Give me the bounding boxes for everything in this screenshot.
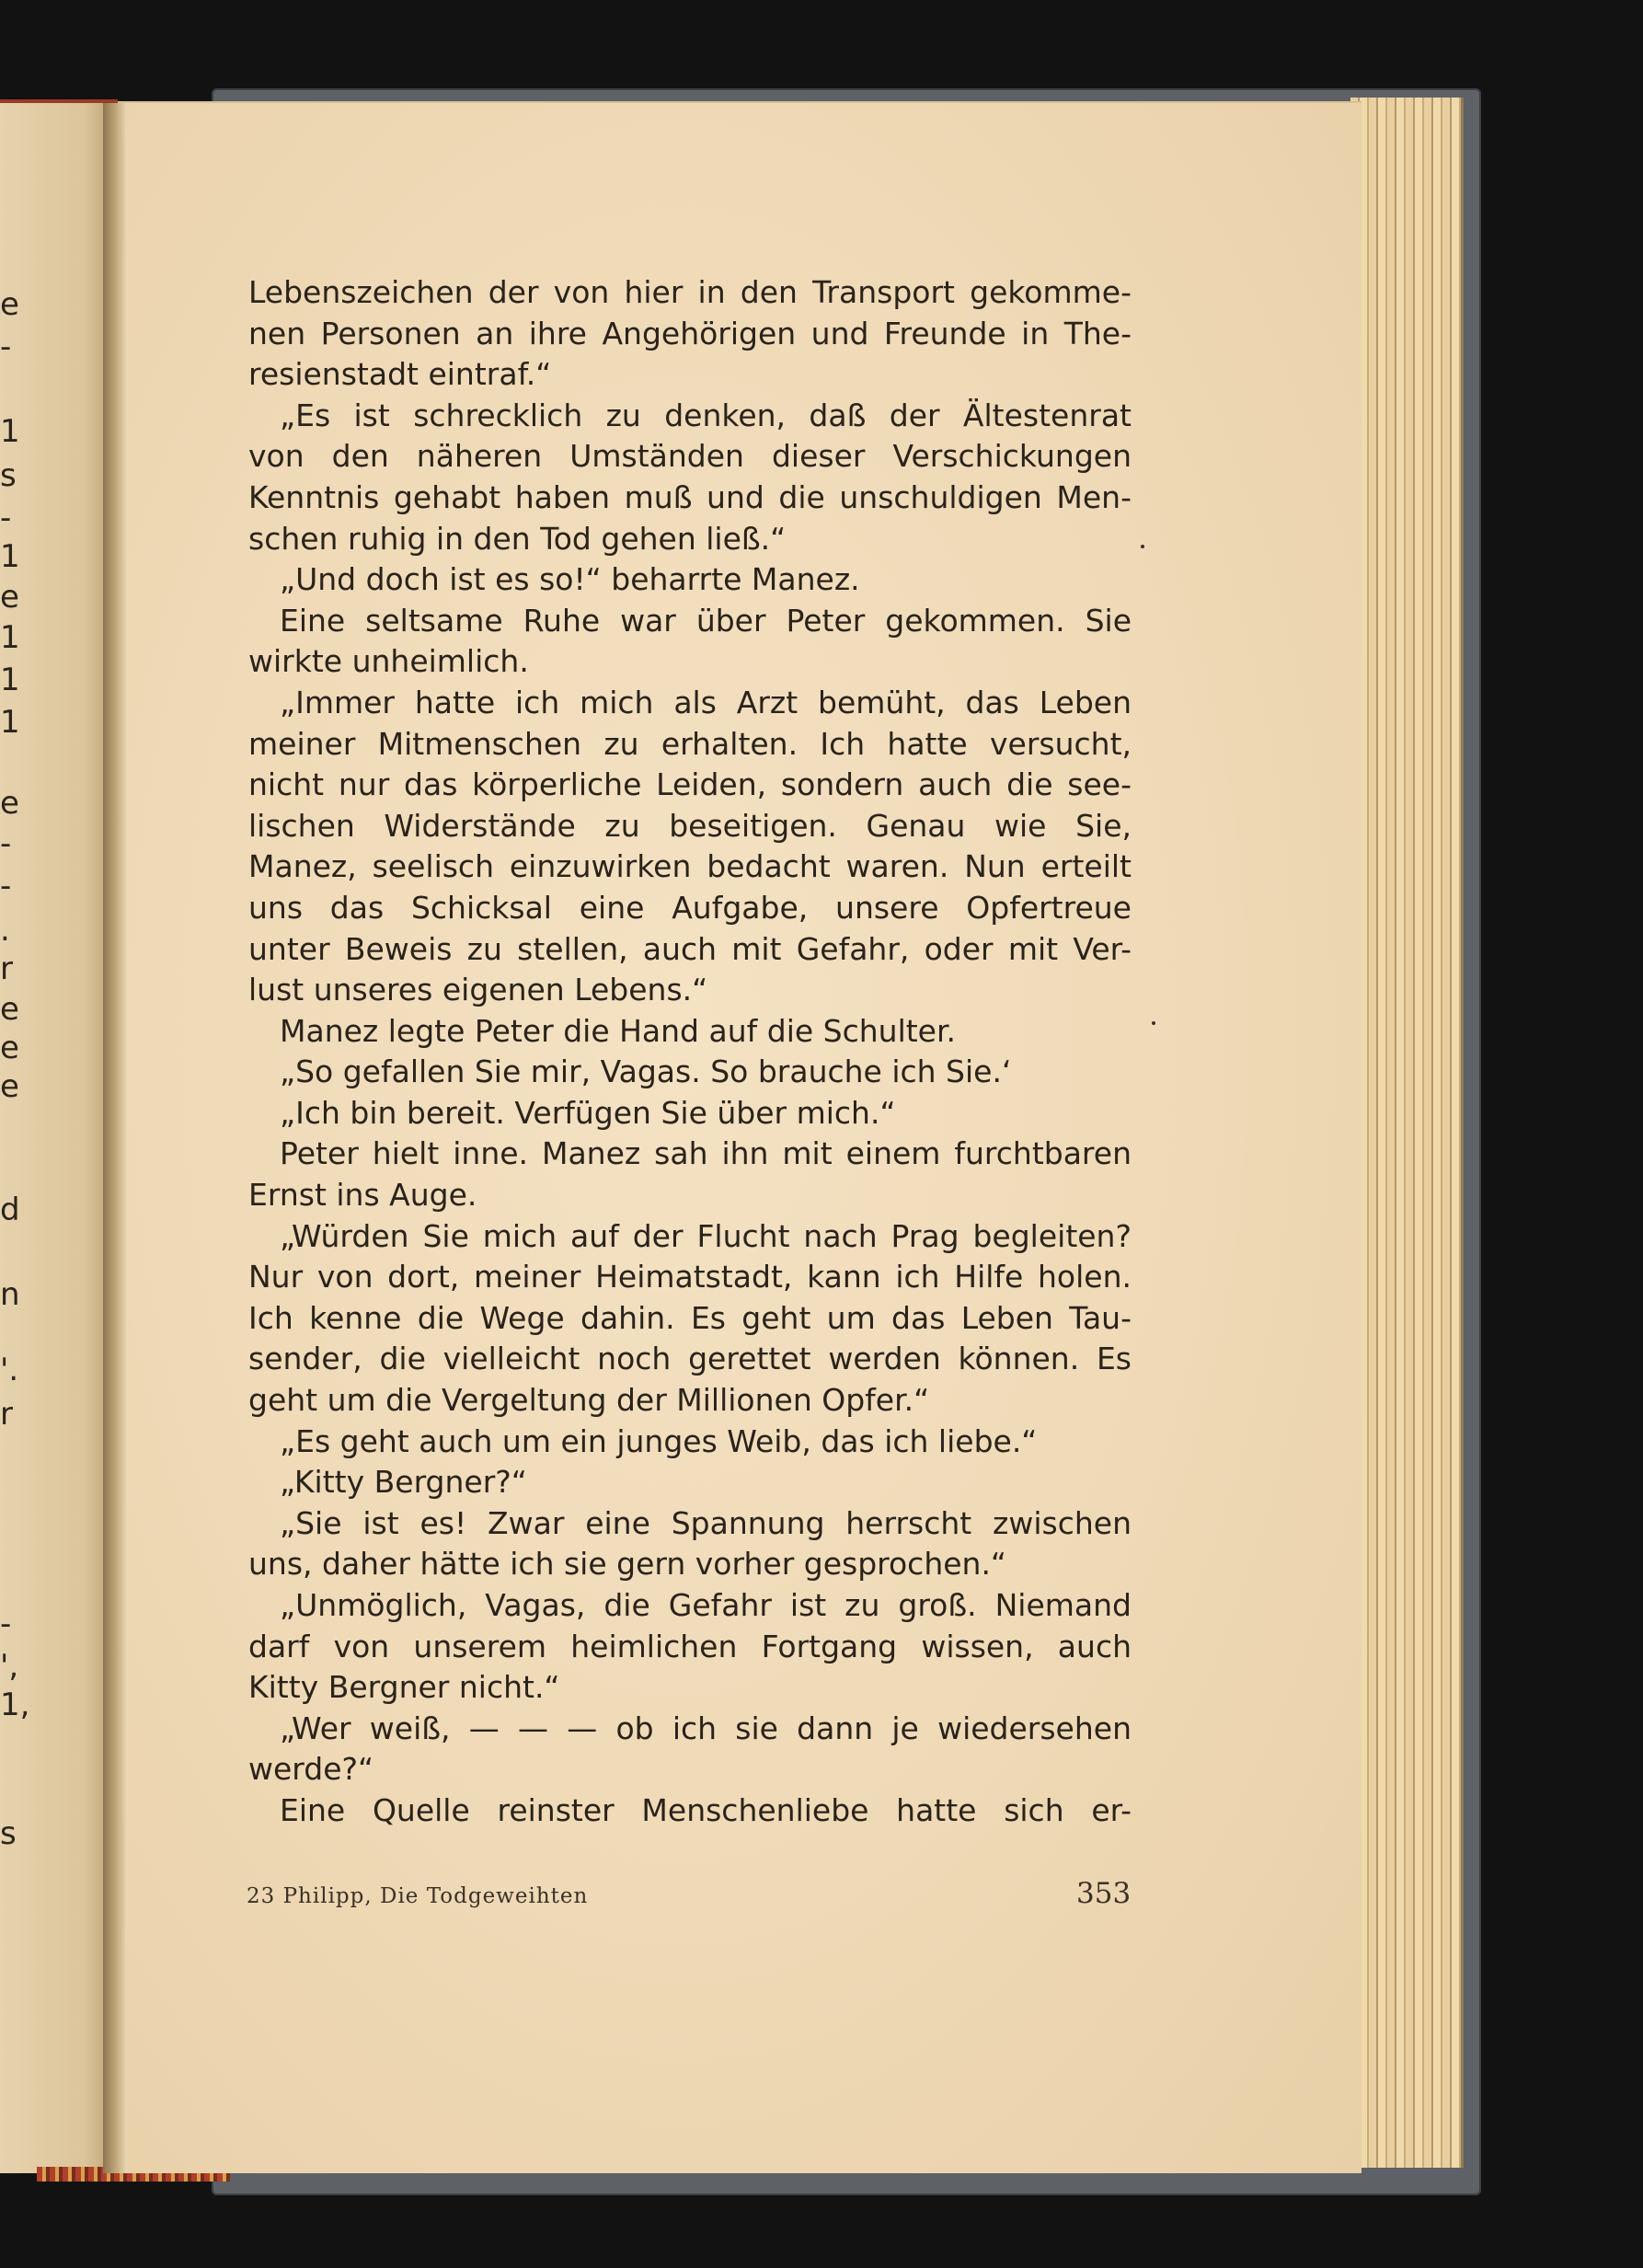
left-page-fragment: 1	[0, 619, 20, 656]
text-line: meiner Mitmenschen zu erhalten. Ich hatte versucht,	[248, 725, 1132, 762]
text-line: lischen Widerstände zu beseitigen. Genau wie Sie,	[248, 807, 1132, 844]
text-line: Lebenszeichen der von hier in den Transport gekomme-	[248, 274, 1132, 310]
text-line: wirkte unheimlich.	[248, 643, 529, 680]
text-line: Ernst ins Auge.	[248, 1177, 477, 1214]
left-page-fragment: e	[0, 579, 19, 616]
text-line: Manez, seelisch einzuwirken bedacht waren. Nun erteilt	[248, 848, 1132, 885]
left-page-fragment: s	[0, 1815, 17, 1852]
text-line: von den näheren Umständen dieser Verschickungen	[248, 438, 1132, 475]
text-line: „So gefallen Sie mir, Vagas. So brauche ich Sie.‘	[280, 1053, 1012, 1090]
page-block-edge	[1350, 98, 1464, 2168]
text-line: Ich kenne die Wege dahin. Es geht um das Leben Tau-	[248, 1299, 1132, 1336]
text-line: „Es geht auch um ein junges Weib, das ich liebe.“	[280, 1422, 1038, 1459]
left-page-fragment: '.	[0, 1352, 19, 1388]
left-page-fragment: 1,	[0, 1687, 30, 1723]
left-page-fragment: r	[0, 950, 13, 987]
text-line: Kenntnis gehabt haben muß und die unschuldigen Men-	[248, 478, 1132, 515]
text-line: uns, daher hätte ich sie gern vorher gesprochen.“	[248, 1546, 1007, 1583]
left-page-fragment: -	[0, 868, 12, 904]
text-line: „Kitty Bergner?“	[280, 1464, 527, 1501]
text-line: darf von unserem heimlichen Fortgang wissen, auch	[248, 1628, 1132, 1664]
text-line: werde?“	[248, 1751, 374, 1788]
text-line: Eine seltsame Ruhe war über Peter gekommen. Sie	[280, 602, 1132, 639]
text-line: „Würden Sie mich auf der Flucht nach Prag begleiten?	[280, 1217, 1132, 1254]
text-line: „Ich bin bereit. Verfügen Sie über mich.“	[280, 1094, 896, 1131]
text-line: lust unseres eigenen Lebens.“	[248, 972, 708, 1008]
left-page-fragment: s	[0, 457, 17, 494]
text-line: nen Personen an ihre Angehörigen und Freunde in The-	[248, 315, 1132, 351]
left-page-fragment: 1	[0, 704, 20, 741]
text-line: Peter hielt inne. Manez sah ihn mit einem furchtbaren	[280, 1135, 1132, 1172]
text-line: unter Beweis zu stellen, auch mit Gefahr, oder mit Ver-	[248, 930, 1132, 967]
left-page-fragment: e	[0, 286, 19, 323]
text-line: Kitty Bergner nicht.“	[248, 1669, 560, 1706]
text-line: Eine Quelle reinster Menschenliebe hatte sich er-	[280, 1791, 1132, 1828]
left-page-fragment: 1	[0, 413, 20, 450]
text-line: „Wer weiß, — — — ob ich sie dann je wiedersehen	[280, 1710, 1132, 1746]
paper-speck	[1152, 1021, 1155, 1025]
left-page	[0, 103, 120, 2173]
paper-speck	[1141, 545, 1144, 548]
left-page-fragment: -	[0, 1606, 12, 1642]
left-page-fragment: r	[0, 1396, 13, 1433]
text-line: nicht nur das körperliche Leiden, sondern auch die see-	[248, 766, 1132, 803]
left-page-fragment: -	[0, 825, 12, 862]
left-page-fragment: -	[0, 328, 12, 365]
left-page-fragment: -	[0, 500, 12, 536]
page-number: 353	[1076, 1877, 1132, 1910]
left-page-fragment: d	[0, 1192, 20, 1228]
left-page-fragment: 1	[0, 538, 20, 575]
text-line: uns das Schicksal eine Aufgabe, unsere Opfertreue	[248, 889, 1132, 926]
text-line: „Immer hatte ich mich als Arzt bemüht, das Leben	[280, 684, 1132, 720]
left-page-fragment: e	[0, 1068, 19, 1105]
text-line: „Unmöglich, Vagas, die Gefahr ist zu groß. Niemand	[280, 1587, 1132, 1623]
footer-signature: 23 Philipp, Die Todgeweihten	[247, 1884, 589, 1908]
text-line: Nur von dort, meiner Heimatstadt, kann ich Hilfe holen.	[248, 1259, 1132, 1295]
text-line: „Sie ist es! Zwar eine Spannung herrscht zwischen	[280, 1504, 1132, 1541]
text-line: Manez legte Peter die Hand auf die Schulter.	[280, 1012, 957, 1049]
left-page-fragment: e	[0, 785, 19, 822]
book-gutter	[103, 103, 127, 2173]
text-line: „Es ist schrecklich zu denken, daß der Ältestenrat	[280, 397, 1132, 433]
body-text	[248, 272, 1132, 1832]
text-line: sender, die vielleicht noch gerettet werden können. Es	[248, 1341, 1132, 1377]
left-page-fragment: e	[0, 1030, 19, 1066]
left-page-fragment: e	[0, 991, 19, 1028]
text-line: geht um die Vergeltung der Millionen Opfer.“	[248, 1382, 930, 1419]
text-line: schen ruhig in den Tod gehen ließ.“	[248, 520, 787, 557]
text-line: resienstadt eintraf.“	[248, 356, 552, 393]
left-page-fragment: 1	[0, 662, 20, 698]
left-page-fragment: n	[0, 1276, 20, 1313]
left-page-fragment: ',	[0, 1648, 19, 1685]
left-page-fragment: .	[0, 912, 10, 949]
text-line: „Und doch ist es so!“ beharrte Manez.	[280, 561, 860, 598]
